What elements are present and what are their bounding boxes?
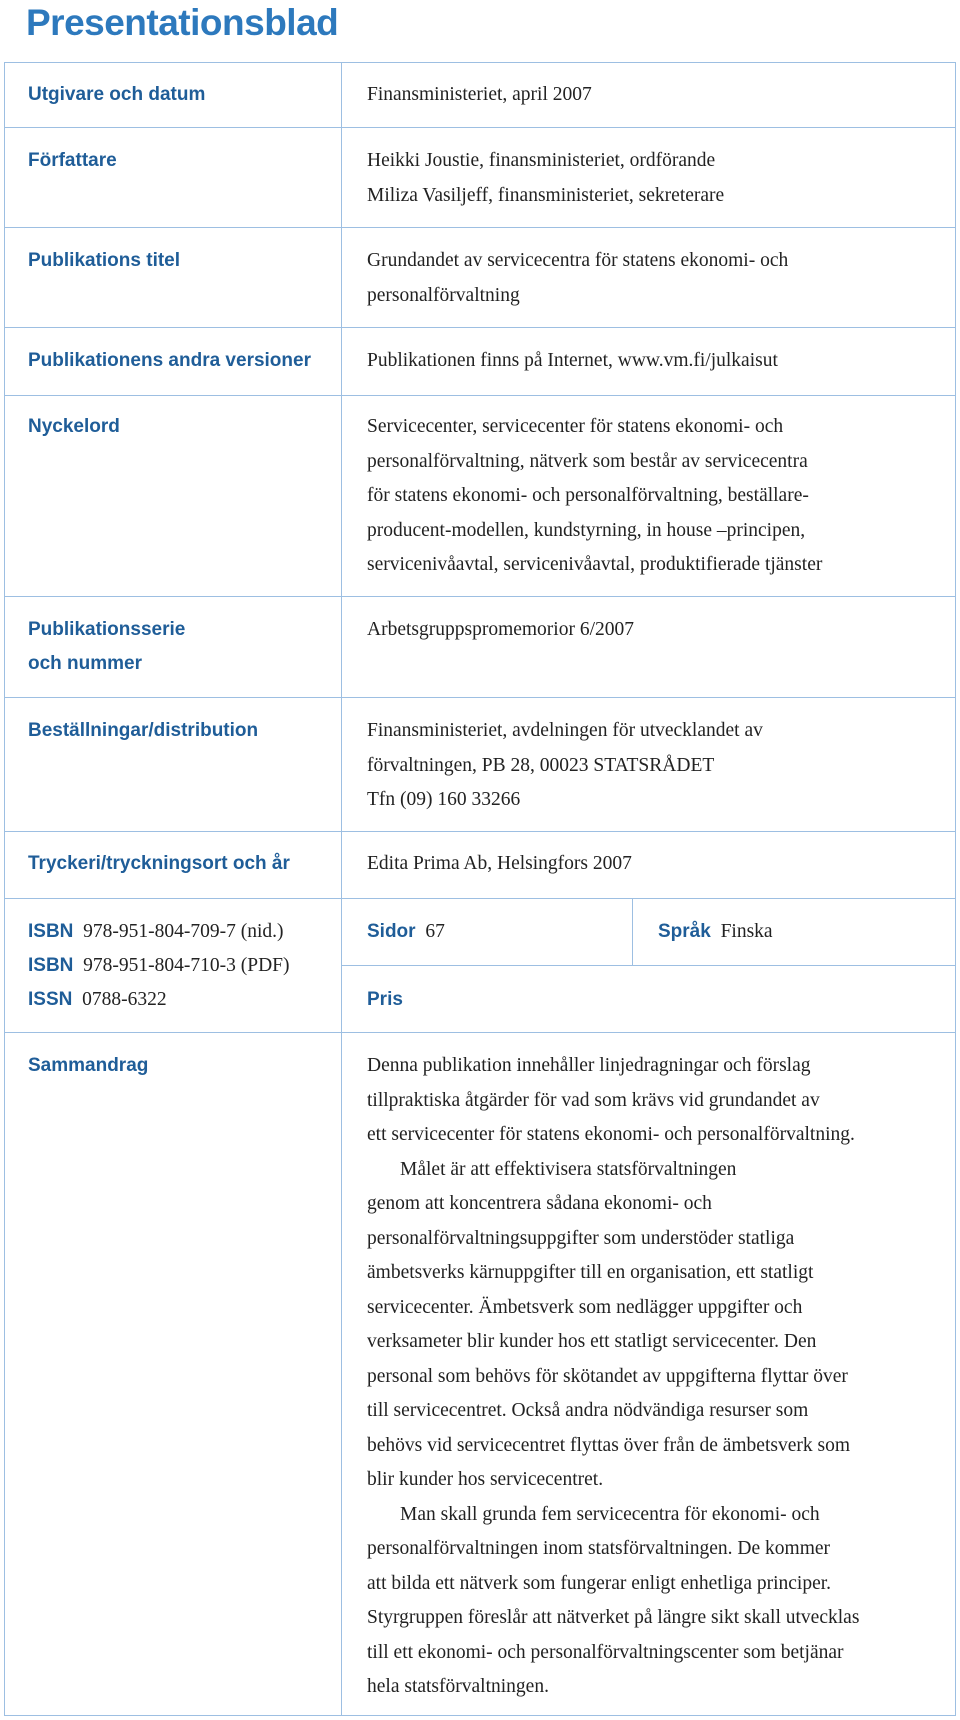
value-nyckelord [367,410,822,583]
summary-line: tillpraktiska åtgärder för vad som krävs vid grundandet av [367,1089,820,1111]
summary-line: personal som behövs för skötandet av uppgifterna flyttar över [367,1365,848,1387]
value-forfattare [367,144,724,213]
value-utgivare: Finansministeriet, april 2007 [367,84,592,105]
author-line: Miliza Vasiljeff, finansministeriet, sekreterare [367,184,725,206]
label-nyckelord: Nyckelord [28,416,120,437]
row-divider [4,831,956,832]
value-serie: Arbetsgruppspromemorior 6/2007 [367,619,635,640]
summary-line: personalförvaltningsuppgifter som understöder statliga [367,1227,795,1249]
row-divider [4,327,956,328]
summary-line: till servicecentret. Också andra nödvändiga resurser som [367,1400,809,1421]
label-versioner: Publikationens andra versioner [28,350,311,371]
sprak-label: Språk [658,921,711,942]
column-divider [341,62,342,1716]
label-forfattare: Författare [28,150,117,171]
summary-line: personalförvaltningen inom statsförvaltningen. De kommer [367,1538,831,1559]
row-divider [4,395,956,396]
page-title: Presentationsblad [26,2,339,43]
distribution-line: förvaltningen, PB 28, 00023 STATSRÅDET [367,754,715,776]
row-divider [4,898,956,899]
keyword-line: för statens ekonomi- och personalförvaltning, beställare- [367,485,809,506]
distribution-line: Tfn (09) 160 33266 [367,789,521,810]
label-serie [28,613,185,681]
row-divider [4,697,956,698]
keyword-line: Servicecenter, servicecenter för statens ekonomi- och [367,416,784,437]
row-divider [4,596,956,597]
summary-line: Man skall grunda fem servicecentra för ekonomi- och [400,1503,820,1525]
identifier-key: ISSN [28,989,73,1010]
value-bestallningar [367,714,763,818]
summary-line: att bilda ett nätverk som fungerar enligt enhetliga principer. [367,1572,832,1594]
label-serie-line: Publikationsserie [28,619,186,640]
summary-line: Denna publikation innehåller linjedragningar och förslag [367,1055,811,1076]
pris-label: Pris [367,989,403,1010]
label-utgivare: Utgivare och datum [28,84,206,105]
summary-text [367,1049,859,1705]
row-divider [341,965,956,966]
identifier-value: 0788-6322 [82,989,167,1010]
identifier-key: ISBN [28,921,74,942]
sprak-value: Finska [720,921,773,942]
row-divider [4,127,956,128]
identifier-value: 978-951-804-710-3 (PDF) [83,955,290,976]
label-titel: Publikations titel [28,250,181,271]
identifier-value: 978-951-804-709-7 (nid.) [83,921,284,942]
identifier-key: ISBN [28,955,74,976]
cell-divider [632,898,633,965]
identifier-isbn-nid [28,915,284,950]
summary-line: verksameter blir kunder hos ett statligt servicecenter. Den [367,1331,817,1352]
distribution-line: Finansministeriet, avdelningen för utvecklandet av [367,720,763,741]
sidor-label: Sidor [367,921,416,942]
label-bestallningar: Beställningar/distribution [28,720,259,741]
identifier-isbn-pdf [28,949,290,984]
summary-line: Styrgruppen föreslår att nätverket på längre sikt skall utvecklas [367,1607,860,1628]
label-serie-line: och nummer [28,653,143,674]
summary-line: till ett ekonomi- och personalförvaltningscenter som betjänar [367,1641,844,1663]
summary-line: ämbetsverks kärnuppgifter till en organisation, ett statligt [367,1262,814,1283]
sprak-field [658,915,773,950]
summary-line: hela statsförvaltningen. [367,1676,549,1697]
label-tryckeri: Tryckeri/tryckningsort och år [28,853,290,874]
keyword-line: personalförvaltning, nätverk som består av servicecentra [367,450,808,472]
summary-line: servicecenter. Ämbetsverk som nedlägger uppgifter och [367,1296,803,1318]
summary-line: behövs vid servicecentret flyttas över från de ämbetsverk som [367,1434,850,1456]
title-line: personalförvaltning [367,284,520,306]
row-divider [4,1032,956,1033]
value-tryckeri: Edita Prima Ab, Helsingfors 2007 [367,853,632,874]
summary-line: Målet är att effektivisera statsförvaltningen [400,1158,737,1180]
value-versioner: Publikationen finns på Internet, www.vm.fi/julkaisut [367,350,778,371]
summary-line: blir kunder hos servicecentret. [367,1469,604,1490]
sidor-field [367,915,445,950]
author-line: Heikki Joustie, finansministeriet, ordförande [367,150,716,171]
keyword-line: producent-modellen, kundstyrning, in house –principen, [367,519,806,541]
title-line: Grundandet av servicecentra för statens ekonomi- och [367,250,789,271]
summary-line: ett servicecenter för statens ekonomi- och personalförvaltning. [367,1124,855,1145]
summary-line: genom att koncentrera sådana ekonomi- och [367,1193,712,1214]
pris-field [367,983,403,1018]
sidor-value: 67 [425,921,445,942]
label-sammandrag: Sammandrag [28,1055,149,1076]
value-titel [367,244,788,313]
identifier-issn [28,983,167,1018]
keyword-line: servicenivåavtal, servicenivåavtal, produktifierade tjänster [367,554,823,575]
row-divider [4,227,956,228]
